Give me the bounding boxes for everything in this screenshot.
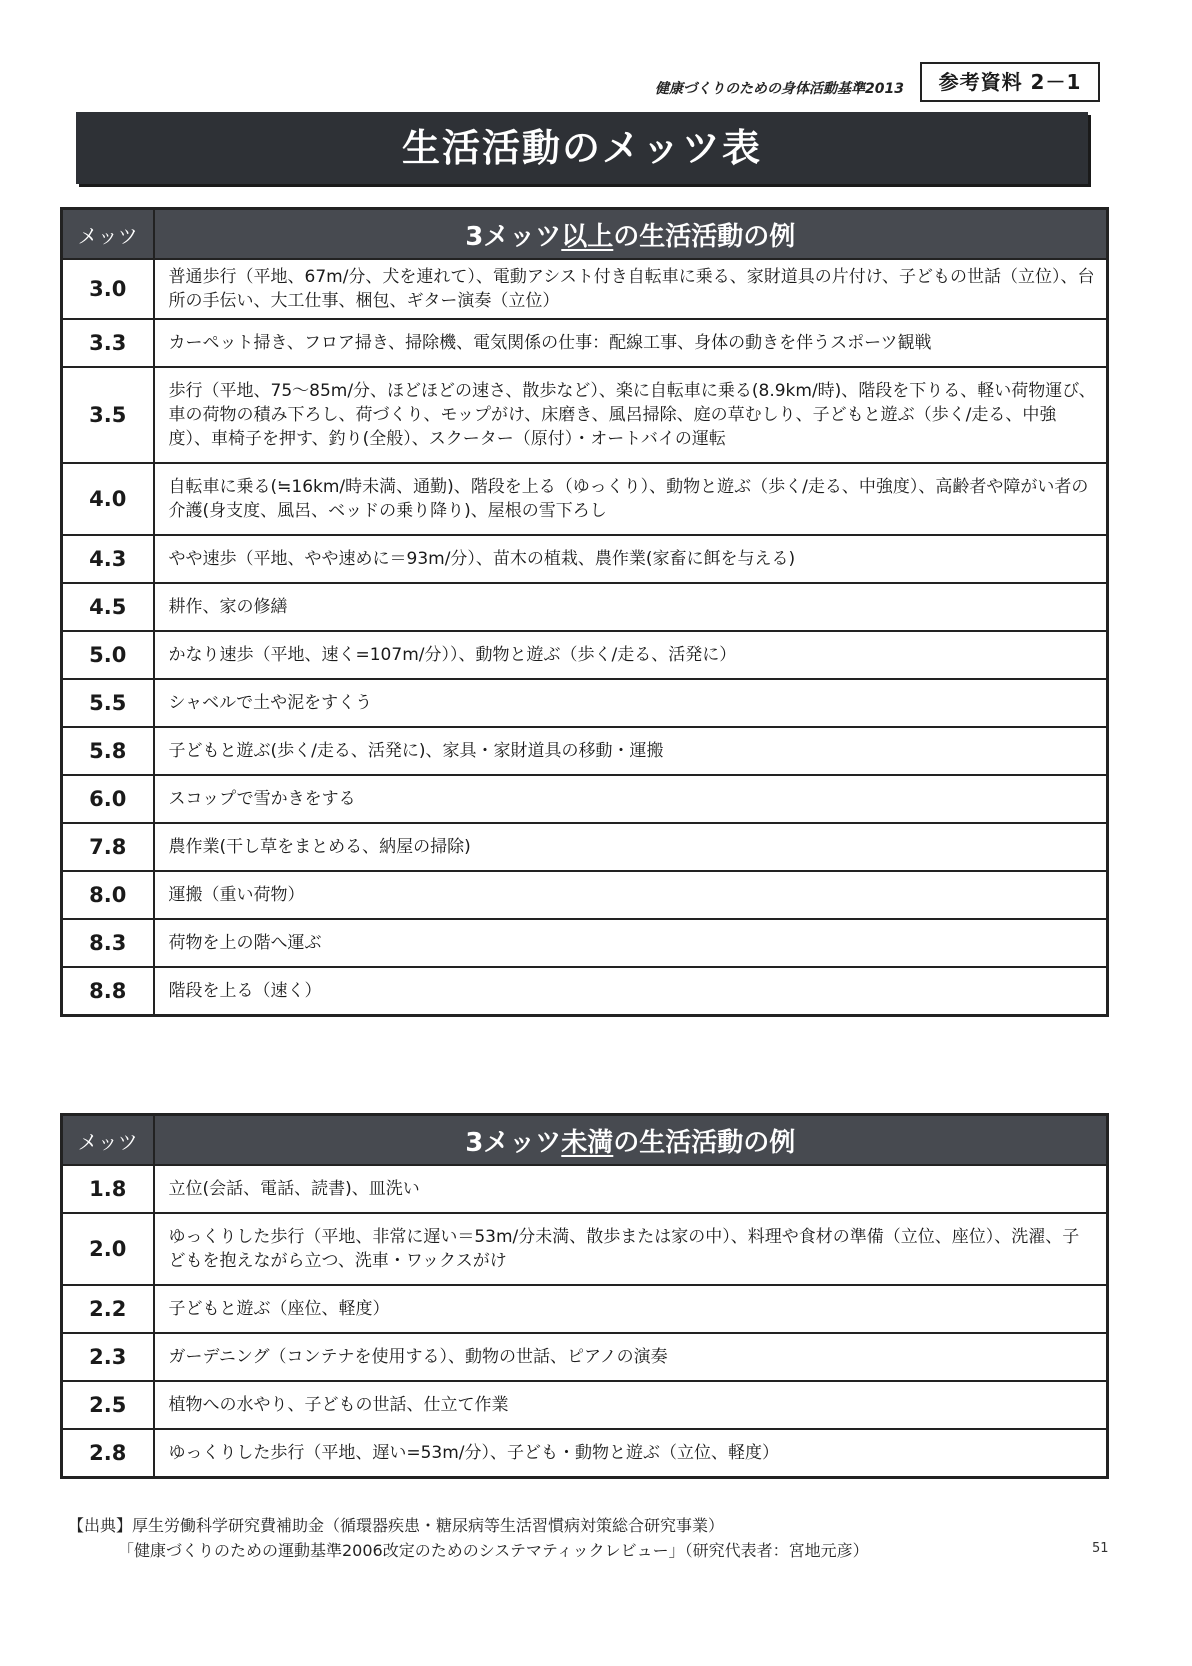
page-number: 51	[1092, 1541, 1109, 1556]
mets-value: 4.3	[62, 535, 154, 583]
activity-description: スコップで雪かきをする	[154, 775, 1108, 823]
activity-description: 子どもと遊ぶ(歩く/走る、活発に)、家具・家財道具の移動・運搬	[154, 727, 1108, 775]
table-row	[62, 919, 1108, 967]
activity-description: 普通歩行（平地、67m/分、犬を連れて）、電動アシスト付き自転車に乗る、家財道具の片付け、子どもの世話（立位）、台所の手伝い、大工仕事、梱包、ギター演奏（立位）	[154, 259, 1108, 319]
activity-description: 荷物を上の階へ運ぶ	[154, 919, 1108, 967]
source-citation	[68, 1513, 869, 1563]
table-row	[62, 367, 1108, 463]
table-row	[62, 1333, 1108, 1381]
source-line-1: 【出典】厚生労働科学研究費補助金（循環器疾患・糖尿病等生活習慣病対策総合研究事業）	[68, 1516, 725, 1535]
table-row	[62, 463, 1108, 535]
page-title: 生活活動のメッツ表	[76, 112, 1088, 184]
mets-value: 5.8	[62, 727, 154, 775]
mets-value: 2.2	[62, 1285, 154, 1333]
mets-value: 2.3	[62, 1333, 154, 1381]
table-row	[62, 1429, 1108, 1477]
activity-description: カーペット掃き、フロア掃き、掃除機、電気関係の仕事：配線工事、身体の動きを伴うスポーツ観戦	[154, 319, 1108, 367]
mets-column-header: メッツ	[62, 1115, 154, 1166]
header-text-post: の生活活動の例	[613, 1127, 796, 1158]
mets-table-below-3	[60, 1113, 1109, 1479]
activity-description: ゆっくりした歩行（平地、非常に遅い＝53m/分未満、散歩または家の中）、料理や食材の準備（立位、座位）、洗濯、子どもを抱えながら立つ、洗車・ワックスがけ	[154, 1213, 1108, 1285]
document-series-title: 健康づくりのための身体活動基準2013	[655, 81, 904, 97]
mets-value: 4.5	[62, 583, 154, 631]
table-row	[62, 1381, 1108, 1429]
mets-value: 2.5	[62, 1381, 154, 1429]
activity-description: 耕作、家の修繕	[154, 583, 1108, 631]
mets-value: 7.8	[62, 823, 154, 871]
table-row	[62, 823, 1108, 871]
table-row	[62, 535, 1108, 583]
mets-value: 3.0	[62, 259, 154, 319]
mets-value: 2.0	[62, 1213, 154, 1285]
activity-description: 子どもと遊ぶ（座位、軽度）	[154, 1285, 1108, 1333]
activity-description: 階段を上る（速く）	[154, 967, 1108, 1015]
table-row	[62, 775, 1108, 823]
activity-description: 運搬（重い荷物）	[154, 871, 1108, 919]
mets-value: 4.0	[62, 463, 154, 535]
reference-material-label: 参考資料 2－1	[920, 62, 1100, 102]
activity-column-header	[154, 209, 1108, 260]
mets-value: 5.5	[62, 679, 154, 727]
table-row	[62, 319, 1108, 367]
activity-description: シャベルで土や泥をすくう	[154, 679, 1108, 727]
table-header-row	[62, 209, 1108, 260]
mets-value: 8.8	[62, 967, 154, 1015]
table-row	[62, 631, 1108, 679]
table-header-row	[62, 1115, 1108, 1166]
table-row	[62, 583, 1108, 631]
activity-description: ゆっくりした歩行（平地、遅い=53m/分）、子ども・動物と遊ぶ（立位、軽度）	[154, 1429, 1108, 1477]
mets-table-3-and-above	[60, 207, 1109, 1017]
table-row	[62, 679, 1108, 727]
table-row	[62, 259, 1108, 319]
table-row	[62, 871, 1108, 919]
activity-description: かなり速歩（平地、速く=107m/分））、動物と遊ぶ（歩く/走る、活発に）	[154, 631, 1108, 679]
table-row	[62, 727, 1108, 775]
header-text-pre: 3メッツ	[465, 1127, 562, 1158]
header-text-underlined: 未満	[561, 1127, 614, 1158]
mets-value: 2.8	[62, 1429, 154, 1477]
activity-description: ガーデニング（コンテナを使用する）、動物の世話、ピアノの演奏	[154, 1333, 1108, 1381]
mets-column-header: メッツ	[62, 209, 154, 260]
activity-description: 植物への水やり、子どもの世話、仕立て作業	[154, 1381, 1108, 1429]
source-line-2: 「健康づくりのための運動基準2006改定のためのシステマティックレビュー」（研究代表者：宮地元彦）	[118, 1541, 869, 1560]
mets-value: 8.0	[62, 871, 154, 919]
activity-description: 歩行（平地、75～85m/分、ほどほどの速さ、散歩など）、楽に自転車に乗る(8.9km/時)、階段を下りる、軽い荷物運び、車の荷物の積み下ろし、荷づくり、モップがけ、床磨き、風呂掃除、庭の草むしり、子どもと遊ぶ（歩く/走る、中強度）、車椅子を押す、釣り(全般）、スクーター（原付）・オートバイの運転	[154, 367, 1108, 463]
header-text-pre: 3メッツ	[465, 221, 562, 252]
activity-description: 立位(会話、電話、読書)、皿洗い	[154, 1165, 1108, 1213]
header-text-post: の生活活動の例	[613, 221, 796, 252]
mets-value: 5.0	[62, 631, 154, 679]
table-row	[62, 967, 1108, 1015]
page-header	[590, 62, 1100, 108]
mets-value: 3.5	[62, 367, 154, 463]
table-row	[62, 1213, 1108, 1285]
table-row	[62, 1165, 1108, 1213]
table-row	[62, 1285, 1108, 1333]
activity-column-header	[154, 1115, 1108, 1166]
activity-description: 自転車に乗る(≒16km/時未満、通勤)、階段を上る（ゆっくり）、動物と遊ぶ（歩く/走る、中強度）、高齢者や障がい者の介護(身支度、風呂、ベッドの乗り降り)、屋根の雪下ろし	[154, 463, 1108, 535]
mets-value: 6.0	[62, 775, 154, 823]
mets-value: 1.8	[62, 1165, 154, 1213]
activity-description: やや速歩（平地、やや速めに＝93m/分）、苗木の植栽、農作業(家畜に餌を与える)	[154, 535, 1108, 583]
activity-description: 農作業(干し草をまとめる、納屋の掃除)	[154, 823, 1108, 871]
mets-value: 8.3	[62, 919, 154, 967]
header-text-underlined: 以上	[561, 221, 614, 252]
mets-value: 3.3	[62, 319, 154, 367]
